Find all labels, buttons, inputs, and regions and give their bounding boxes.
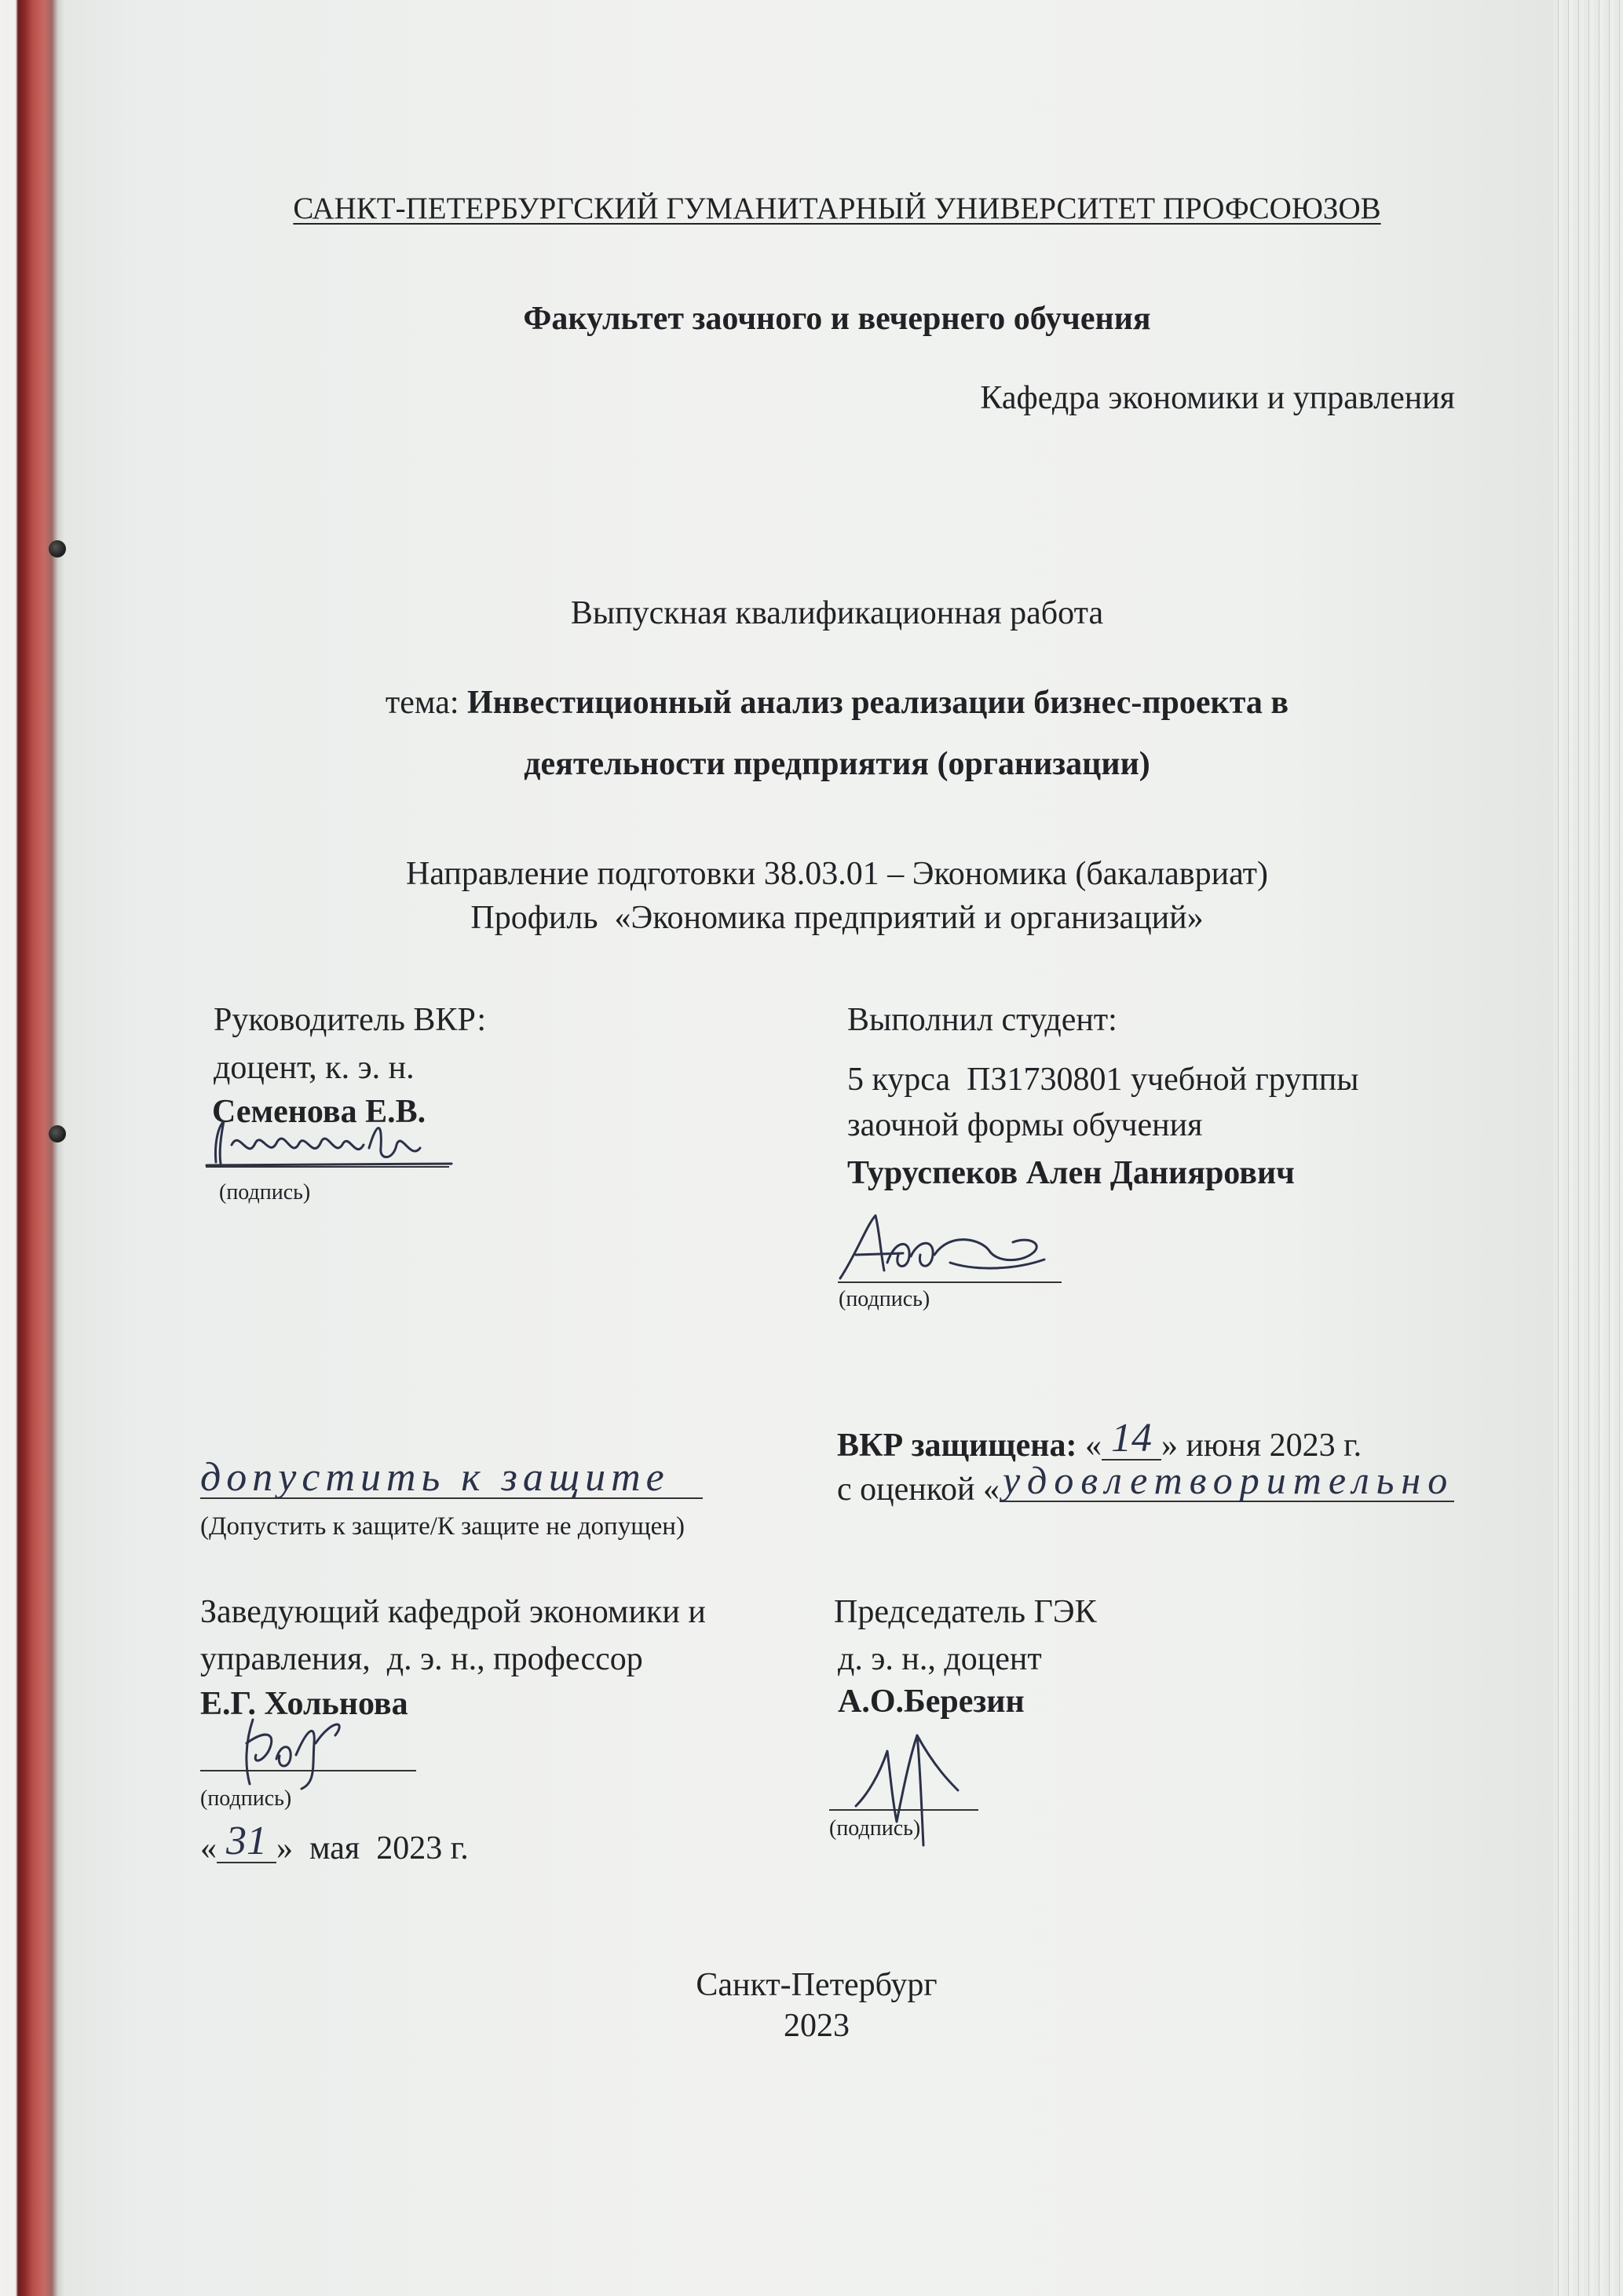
head-date-open-quote: « — [200, 1830, 217, 1866]
work-type: Выпускная квалификационная работа — [570, 595, 1104, 631]
student-name: Туруспеков Ален Даниярович — [847, 1155, 1295, 1191]
year: 2023 — [784, 2008, 850, 2044]
defense-day-handwritten: 14 — [1102, 1420, 1161, 1461]
chair-signature-line — [829, 1809, 978, 1811]
student-signature-caption: (подпись) — [839, 1287, 930, 1311]
student-heading: Выполнил студент: — [847, 1002, 1117, 1038]
head-title-line-2: управления, д. э. н., профессор — [200, 1641, 643, 1677]
study-direction: Направление подготовки 38.03.01 – Экономика (бакалавриат) — [405, 856, 1268, 892]
topic-prefix: тема: — [385, 685, 459, 721]
student-course: 5 курса ПЗ1730801 учебной группы — [847, 1062, 1359, 1098]
grade-handwritten: удовлетворительно — [1000, 1461, 1454, 1502]
chair-signature-caption: (подпись) — [829, 1816, 921, 1841]
student-signature-line — [838, 1281, 1062, 1283]
topic-line-2: деятельности предприятия (организации) — [524, 746, 1150, 782]
defense-label: ВКР защищена: — [837, 1428, 1077, 1464]
punch-hole — [49, 1125, 66, 1143]
defense-open-quote: « — [1084, 1428, 1102, 1464]
admission-handwritten: допустить к защите — [200, 1455, 670, 1500]
department-name: Кафедра экономики и управления — [980, 380, 1455, 416]
student-signature — [832, 1208, 1068, 1286]
topic-line-1 — [272, 684, 1402, 722]
head-date-day-handwritten: 31 — [217, 1823, 276, 1863]
admission-caption: (Допустить к защите/К защите не допущен) — [200, 1512, 685, 1541]
punch-hole — [49, 540, 66, 558]
supervisor-heading: Руководитель ВКР: — [214, 1002, 487, 1038]
university-name: САНКТ-ПЕТЕРБУРГСКИЙ ГУМАНИТАРНЫЙ УНИВЕРСИТЕТ ПРОФСОЮЗОВ — [293, 192, 1381, 225]
supervisor-signature-caption: (подпись) — [219, 1180, 311, 1205]
head-title-line-1: Заведующий кафедрой экономики и — [200, 1594, 706, 1630]
supervisor-name: Семенова Е.В. — [212, 1094, 426, 1130]
chair-name: А.О.Березин — [838, 1684, 1025, 1720]
head-signature-caption: (подпись) — [200, 1786, 292, 1811]
topic-title-part-1: Инвестиционный анализ реализации бизнес-проекта в — [467, 685, 1289, 721]
chair-degree: д. э. н., доцент — [838, 1641, 1042, 1677]
supervisor-degree: доцент, к. э. н. — [214, 1050, 415, 1086]
city: Санкт-Петербург — [696, 1967, 938, 2003]
head-signature-line — [200, 1770, 416, 1771]
supervisor-signature-line — [206, 1166, 449, 1168]
head-date-rest: » мая 2023 г. — [276, 1830, 469, 1866]
page-stack-edge — [1553, 0, 1623, 2296]
chair-title: Председатель ГЭК — [834, 1594, 1097, 1630]
student-study-form: заочной формы обучения — [847, 1107, 1203, 1143]
grade-line — [837, 1458, 1455, 1508]
faculty-name: Факультет заочного и вечернего обучения — [523, 301, 1151, 337]
folder-binding — [0, 0, 64, 2296]
defense-date-rest: » июня 2023 г. — [1161, 1428, 1362, 1464]
head-name: Е.Г. Хольнова — [200, 1686, 408, 1722]
head-signature — [198, 1712, 426, 1790]
grade-label: с оценкой « — [837, 1472, 1000, 1508]
head-date — [200, 1819, 469, 1868]
admission-line — [200, 1497, 703, 1499]
study-profile: Профиль «Экономика предприятий и организаций» — [470, 900, 1204, 936]
